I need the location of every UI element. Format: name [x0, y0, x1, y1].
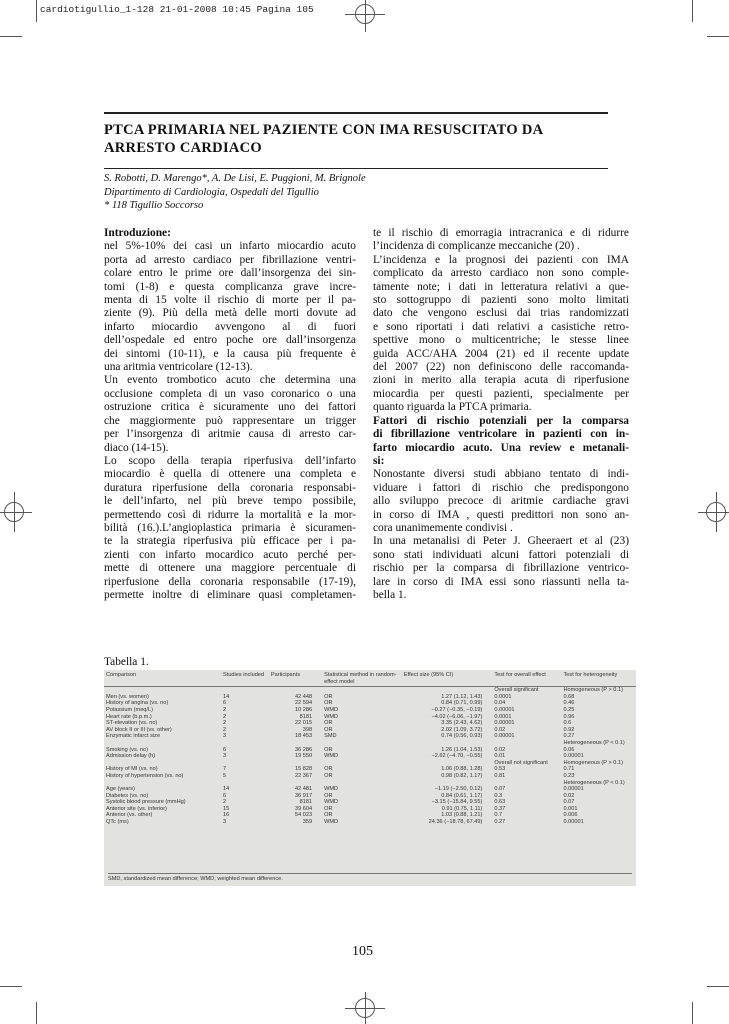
table-cell: 0.02: [563, 792, 575, 799]
table-cell: 3.35 (2.43, 4.62): [441, 720, 483, 727]
table-header-cell: Comparison: [104, 670, 221, 687]
table-cell: 16: [223, 812, 230, 819]
table-cell: [269, 780, 322, 787]
table-cell: SMD: [324, 733, 337, 740]
table-row: [104, 812, 636, 819]
table-cell: 2: [223, 799, 227, 806]
table-cell: 0.23: [563, 772, 575, 779]
table-cell: 2: [223, 706, 227, 713]
text-line: mette di ottenere una maggiore percentuale di: [104, 562, 356, 575]
table-cell: Heart rate (b.p.m.): [106, 713, 152, 720]
table-cell: 18 453: [294, 733, 313, 740]
text-line: dato che vengono esclusi dai trias randomizzati: [373, 307, 629, 320]
table-cell: 10 286: [294, 706, 313, 713]
table-cell: 54 023: [294, 812, 313, 819]
table-cell: OR: [324, 693, 333, 700]
table-cell: Homogeneous (P > 0.1): [563, 759, 623, 766]
table-row: [104, 733, 636, 740]
table-cell: OR: [324, 792, 333, 799]
table-cell: 0.01: [494, 753, 506, 760]
table-caption: Tabella 1.: [104, 656, 149, 668]
table-cell: 19 550: [294, 753, 313, 760]
table-row: [104, 740, 636, 747]
text-line: dei sintomi (10-11), e la causa più frequente è: [104, 347, 356, 360]
table-cell: 0.91 (0.75, 1.11): [441, 805, 483, 812]
text-line: occlusione completa di un vaso coronarico o una: [104, 387, 356, 400]
crop-mark: [692, 1002, 693, 1024]
table-cell: 2: [223, 720, 227, 727]
table-cell: [402, 740, 492, 747]
table-cell: 42 481: [294, 786, 313, 793]
table-cell: OR: [324, 812, 333, 819]
table-cell: 36 917: [294, 792, 313, 799]
table-cell: 0.98 (0.82, 1.17): [441, 772, 483, 779]
table-cell: [492, 780, 561, 787]
table-cell: Heterogeneous (P < 0.1): [563, 779, 625, 786]
table-cell: OR: [324, 700, 333, 707]
table-cell: Smoking (vs. no): [106, 746, 148, 753]
table-cell: 0.3: [494, 792, 503, 799]
table-row: [104, 819, 636, 826]
table-cell: 0.27: [494, 819, 506, 826]
table-row: [104, 773, 636, 780]
table-cell: 359: [302, 819, 313, 826]
text-line: bilità (16.).L’angioplastica primaria è sicuramen-: [104, 521, 356, 534]
table-cell: 0.84 (0.61, 1.17): [441, 792, 483, 799]
table-cell: 15: [223, 805, 230, 812]
table-cell: OR: [324, 746, 333, 753]
table-cell: Overall not significant: [494, 759, 548, 766]
table-cell: 8181: [299, 713, 313, 720]
text-line: te la strategia riperfusiva più efficace per i pa-: [104, 535, 356, 548]
table-cell: WMD: [324, 799, 339, 806]
table-cell: 0.07: [494, 786, 506, 793]
table-row: [104, 714, 636, 721]
table-row: [104, 760, 636, 767]
table-row: [104, 707, 636, 714]
table-cell: 0.25: [563, 706, 575, 713]
text-line: di fibrillazione ventricolare in pazienti con in-: [373, 428, 629, 441]
table-cell: OR: [324, 766, 333, 773]
registration-line: [0, 512, 32, 513]
text-line: si:: [373, 454, 385, 467]
text-line: Introduzione:: [104, 227, 171, 239]
registration-line: [14, 492, 15, 532]
table-cell: WMD: [324, 706, 339, 713]
table-cell: WMD: [324, 753, 339, 760]
table-cell: WMD: [324, 786, 339, 793]
crop-mark: [692, 0, 693, 22]
table-cell: 2.02 (1.09, 3.72): [441, 726, 483, 733]
table-cell: 1.06 (0.88, 1.28): [441, 766, 483, 773]
table-cell: 39 604: [294, 805, 313, 812]
left-column: [104, 227, 356, 602]
table-cell: ST-elevation (vs. no): [106, 720, 158, 727]
table-cell: [322, 740, 402, 747]
title-line: PTCA PRIMARIA NEL PAZIENTE CON IMA RESUSCITATO DA: [104, 122, 544, 138]
table-cell: Admission delay (h): [106, 753, 156, 760]
table-row: [104, 687, 636, 694]
table-cell: 0.74 (0.56, 0.93): [441, 733, 483, 740]
table-cell: 0.00001: [563, 786, 584, 793]
text-line: le dell’infarto, nel più breve tempo possibile,: [104, 495, 356, 508]
data-table: [104, 670, 636, 886]
table-cell: 0.07: [563, 799, 575, 806]
table-cell: 7: [223, 766, 227, 773]
table-cell: [402, 780, 492, 787]
table-cell: 0.04: [494, 700, 506, 707]
table-header-cell: Statistical method in random-effect model: [322, 670, 402, 687]
table-cell: 0.71: [563, 766, 575, 773]
table-cell: 0.006: [563, 812, 578, 819]
table-cell: 0.00001: [494, 720, 515, 727]
text-line: che maggiormente può rappresentare un trigger: [104, 414, 356, 427]
table-cell: Enzymatic infarct size: [106, 733, 161, 740]
table-cell: 6: [223, 700, 227, 707]
text-line: tomi (1-8) e questa complicanza grave incre-: [104, 280, 356, 293]
table-cell: 6: [223, 792, 227, 799]
article-title: [104, 121, 608, 157]
text-line: cora unanimemente condivisi .: [373, 521, 513, 534]
table-cell: Anterior site (vs. inferior): [106, 805, 167, 812]
registration-line: [716, 492, 717, 532]
table-cell: 0.37: [494, 805, 506, 812]
text-line: quanto riguarda la PTCA primaria.: [373, 401, 532, 414]
text-line: duratura riperfusione della coronaria responsabi-: [104, 481, 356, 494]
print-header: cardiotigullio_1-128 21-01-2008 10:45 Pagina 105: [40, 4, 314, 15]
text-line: miocardio è quella di ottenere una completa e: [104, 468, 356, 481]
table-cell: 2: [223, 726, 227, 733]
table-cell: OR: [324, 726, 333, 733]
table-row: [104, 753, 636, 760]
table-cell: OR: [324, 772, 333, 779]
table-cell: 0.00001: [494, 706, 515, 713]
table-cell: 0.00001: [563, 753, 584, 760]
text-line: In una metanalisi di Peter J. Gheeraert et al (23): [373, 535, 629, 548]
text-line: per l’insorgenza di aritmie causa di arresto car-: [104, 428, 356, 441]
text-line: ziente (9). Più della metà delle morti dovute ad: [104, 307, 356, 320]
table-cell: [322, 780, 402, 787]
text-line: sto sottogruppo di pazienti sono molto limitati: [373, 294, 629, 307]
crop-mark: [0, 36, 22, 37]
author-block: [104, 172, 608, 213]
affiliation: Dipartimento di Cardiologia, Ospedali del Tigullio: [104, 186, 319, 198]
text-line: ostruzione critica è sicuramente uno dei fattori: [104, 401, 356, 414]
table-cell: [221, 740, 269, 747]
text-line: sono stati individuati alcuni fattori potenziali di: [373, 548, 629, 561]
table-cell: 1.26 (1.04, 1.53): [441, 746, 483, 753]
table-cell: −4.02 (−6.06, −1.97): [431, 713, 483, 720]
table-header-cell: Studies included: [221, 670, 269, 687]
crop-mark: [707, 36, 729, 37]
text-line: e sono riportati i dati relativi a casistiche retro-: [373, 320, 629, 333]
table-cell: WMD: [324, 819, 339, 826]
table-cell: Homogeneous (P > 0.1): [563, 687, 623, 694]
table-cell: [104, 740, 221, 747]
table-row: [104, 780, 636, 787]
crop-mark: [36, 0, 37, 22]
text-line: Un evento trombotico acuto che determina una: [104, 374, 356, 387]
registration-line: [365, 0, 366, 32]
table-cell: 15 828: [294, 766, 313, 773]
text-line: farto miocardio acuto. Una review e metanali-: [373, 441, 629, 454]
text-line: L’incidenza e la prognosi dei pazienti con IMA: [373, 253, 629, 266]
table-cell: 3: [223, 733, 227, 740]
title-top-rule: [104, 112, 608, 114]
table-cell: 0.53: [494, 766, 506, 773]
table-cell: 0.6: [563, 720, 572, 727]
table-cell: 0.96: [563, 713, 575, 720]
table-row: [104, 700, 636, 707]
table-cell: Overall significant: [494, 687, 539, 694]
text-line: rischio per la comparsa di fibrillazione ventrico-: [373, 562, 629, 575]
table-cell: 0.06: [563, 746, 575, 753]
table-cell: [269, 687, 322, 694]
text-line: lare in corso di IMA essi sono riassunti nella ta-: [373, 575, 629, 588]
table-cell: [492, 740, 561, 747]
table-cell: 1.03 (0.88, 1.21): [441, 812, 483, 819]
text-line: spettive mono o multicentriche; le stesse linee: [373, 334, 629, 347]
table-cell: Potassium (meq/L): [106, 706, 153, 713]
table-cell: 5: [223, 772, 227, 779]
text-line: Nonostante diversi studi abbiano tentato di indi-: [373, 468, 629, 481]
table-cell: −2.62 (−4.70, −0.55): [431, 753, 483, 760]
table-cell: 14: [223, 786, 230, 793]
table-row: [104, 747, 636, 754]
table-cell: 8181: [299, 799, 313, 806]
table-cell: [104, 760, 221, 767]
table-cell: 0.27: [563, 733, 575, 740]
text-line: complicato da arresto cardiaco non sono comple-: [373, 267, 629, 280]
table-cell: 14: [223, 693, 230, 700]
table-cell: 22 015: [294, 720, 313, 727]
table-cell: [104, 780, 221, 787]
table-cell: 22 367: [294, 772, 313, 779]
title-bottom-rule: [104, 168, 608, 169]
table-header-cell: Test for heterogeneity: [561, 670, 636, 687]
text-line: menta di 15 volte il rischio di morte per il pa-: [104, 294, 356, 307]
table-cell: Anterior (vs. other): [106, 812, 153, 819]
table-cell: [269, 760, 322, 767]
text-line: diaco (14-15).: [104, 441, 169, 454]
text-line: te il rischio di emorragia intracranica e di ridurre: [373, 227, 629, 239]
table-cell: 0.92: [563, 726, 575, 733]
text-line: tamente note; i dati in letteratura relativi a que-: [373, 280, 629, 293]
text-line: zienti con infarto mocardico acuto perché per-: [104, 548, 356, 561]
table-row: [104, 720, 636, 727]
table-header-row: [104, 670, 636, 687]
table-cell: WMD: [324, 713, 339, 720]
table-cell: 0.84 (0.71, 0.99): [441, 700, 483, 707]
text-line: una aritmia ventricolare (12-13).: [104, 361, 253, 374]
table-cell: Systolic blood pressure (mmHg): [106, 799, 186, 806]
table-cell: [402, 760, 492, 767]
text-line: bella 1.: [373, 588, 407, 601]
table-cell: 0.7: [494, 812, 503, 819]
table-cell: OR: [324, 805, 333, 812]
table-cell: 398: [302, 726, 313, 733]
table-row: [104, 694, 636, 701]
table-cell: 3: [223, 753, 227, 760]
table-cell: 0.02: [494, 746, 506, 753]
crop-mark: [0, 986, 22, 987]
crop-mark: [707, 986, 729, 987]
table-cell: 0.68: [563, 693, 575, 700]
table-cell: −3.15 (−15.84, 9.55): [431, 799, 483, 806]
table-cell: [221, 780, 269, 787]
table-cell: Heterogeneous (P < 0.1): [563, 739, 625, 746]
table-cell: 2: [223, 713, 227, 720]
right-column: [373, 227, 629, 602]
text-line: riperfusione della coronaria responsabile (17-19),: [104, 575, 356, 588]
text-line: Fattori di rischio potenziali per la comparsa: [373, 414, 629, 427]
table-row: [104, 766, 636, 773]
affiliation: * 118 Tigullio Soccorso: [104, 200, 204, 211]
text-line: permette inoltre di eliminare quasi completamen-: [104, 588, 356, 601]
table-cell: 0.02: [494, 726, 506, 733]
table-cell: 0.0001: [494, 713, 512, 720]
table-cell: History of angina (vs. no): [106, 700, 169, 707]
table-header-cell: Test for overall effect: [492, 670, 561, 687]
table-header-cell: Effect size (95% CI): [402, 670, 492, 687]
table-cell: 3: [223, 819, 227, 826]
table-body: [104, 687, 636, 826]
text-line: allo sviluppo precoce di aritmie cardiache gravi: [373, 495, 629, 508]
table-cell: 0.001: [563, 805, 578, 812]
table-row: [104, 786, 636, 793]
table-footnote: SMD, standardized mean difference; WMD, weighted mean difference.: [108, 873, 632, 882]
table-cell: 22 594: [294, 700, 313, 707]
text-line: in corso di IMA , questi predittori non sono an-: [373, 508, 629, 521]
table-cell: 36 286: [294, 746, 313, 753]
text-line: permettendo così di ridurre la mortalità e la mor-: [104, 508, 356, 521]
table-cell: Age (years): [106, 786, 135, 793]
table-cell: 0.46: [563, 700, 575, 707]
table-row: [104, 806, 636, 813]
table-cell: 6: [223, 746, 227, 753]
table-cell: [221, 687, 269, 694]
text-line: miocardia per questi pazienti, specialmente per: [373, 387, 629, 400]
table-cell: −1.19 (−2.50, 0.12): [434, 786, 483, 793]
text-line: zioni in merito alla terapia acuta di riperfusione: [373, 374, 629, 387]
table-cell: QTc (ms): [106, 819, 129, 826]
title-line: ARRESTO CARDIACO: [104, 140, 263, 156]
table-cell: 0.0001: [494, 693, 512, 700]
table-row: [104, 727, 636, 734]
text-line: del 2007 (22) non definiscono delle raccomanda-: [373, 361, 629, 374]
table-cell: 24.36 (−18.78, 67.49): [428, 819, 483, 826]
table-cell: [402, 687, 492, 694]
text-line: Lo scopo della terapia riperfusiva dell’infarto: [104, 454, 356, 467]
table-cell: 42 448: [294, 693, 313, 700]
author-names: S. Robotti, D. Marengo*, A. De Lisi, E. Puggioni, M. Brignole: [104, 173, 366, 184]
table-cell: AV block II or III (vs. other): [106, 726, 172, 733]
text-line: viduare i fattori di rischio che predispongono: [373, 481, 629, 494]
table-cell: 0.81: [494, 772, 506, 779]
table-cell: [221, 760, 269, 767]
text-line: guida ACC/AHA 2004 (21) ed il recente update: [373, 347, 629, 360]
table-cell: 0.00001: [563, 819, 584, 826]
text-line: dell’ospedale ed entro poche ore dall’insorgenza: [104, 334, 356, 347]
text-line: porta ad arresto cardiaco per fibrillazione ventri-: [104, 253, 356, 266]
table-cell: Diabetes (vs. no): [106, 792, 149, 799]
registration-line: [698, 512, 729, 513]
table-cell: 0.63: [494, 799, 506, 806]
table-cell: 1.27 (1.12, 1.43): [441, 693, 483, 700]
text-line: colare entro le prime ore dall’insorgenza dei sin-: [104, 267, 356, 280]
table-header-cell: Participants: [269, 670, 322, 687]
page-number: 105: [352, 944, 373, 959]
crop-mark: [36, 1002, 37, 1024]
table-cell: [322, 760, 402, 767]
table-cell: OR: [324, 720, 333, 727]
table-row: [104, 793, 636, 800]
text-line: l’incidenza di complicanze meccaniche (20) .: [373, 240, 580, 253]
table-cell: [104, 687, 221, 694]
text-line: nel 5%-10% dei casi un infarto miocardio acuto: [104, 240, 356, 253]
text-line: infarto miocardio avvengono al di fuori: [104, 320, 356, 333]
table-cell: [269, 740, 322, 747]
table-row: [104, 799, 636, 806]
table-cell: History of hypertension (vs. no): [106, 772, 184, 779]
table-cell: 0.00001: [494, 733, 515, 740]
registration-line: [365, 992, 366, 1024]
table-cell: History of MI (vs. no): [106, 766, 158, 773]
table-cell: −0.27 (−0.35, −0.19): [431, 706, 483, 713]
table-cell: Men (vs. women): [106, 693, 149, 700]
table-cell: [322, 687, 402, 694]
